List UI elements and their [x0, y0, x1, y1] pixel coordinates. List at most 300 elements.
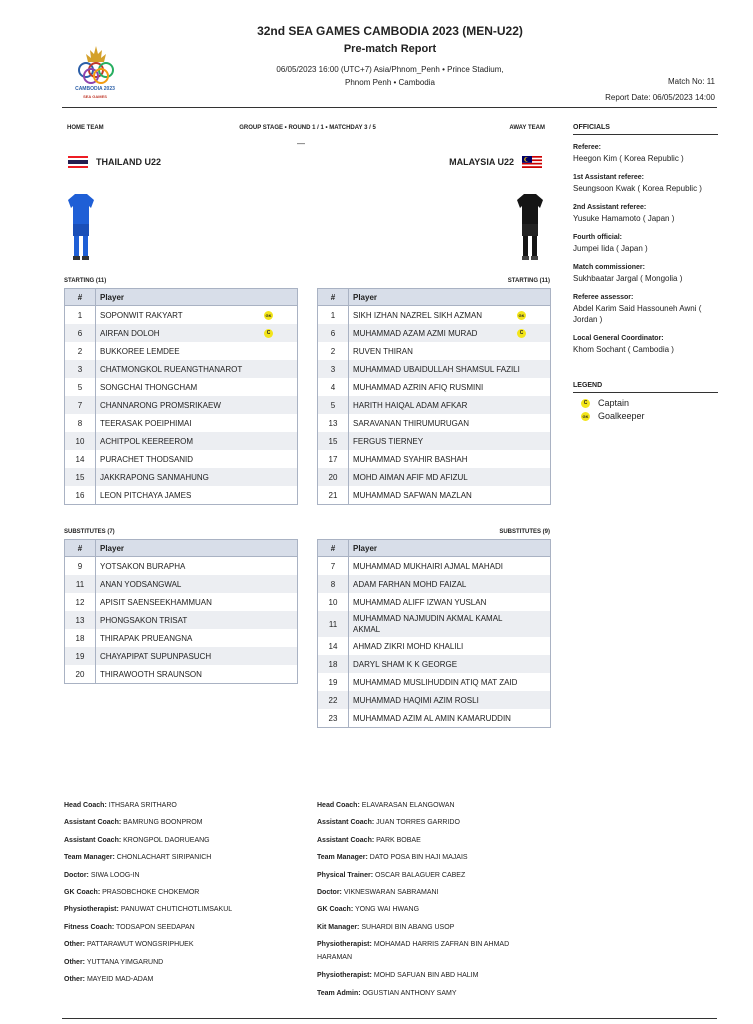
player-cell-content: [353, 310, 546, 321]
official-item: [573, 172, 718, 194]
officials-divider: [573, 134, 718, 135]
player-number: 8: [65, 414, 96, 432]
player-cell-content: [100, 633, 293, 644]
table-row: [318, 486, 551, 505]
table-row: [318, 432, 551, 450]
column-header-number: #: [65, 540, 96, 557]
home-staff-list: [64, 797, 304, 988]
player-cell-content: [353, 364, 546, 375]
official-item: [573, 142, 718, 164]
staff-name: OSCAR BALAGUER CABEZ: [374, 871, 466, 879]
player-cell-content: [353, 659, 546, 670]
table-row: [318, 709, 551, 728]
header-divider: [62, 107, 717, 108]
staff-item: [64, 797, 304, 814]
column-header-number: #: [65, 289, 96, 306]
player-number: 20: [65, 665, 96, 684]
player-number: 16: [65, 486, 96, 505]
player-cell-content: [353, 613, 546, 635]
staff-item: [317, 832, 557, 849]
player-cell-content: [100, 364, 293, 375]
staff-role: Head Coach:: [317, 802, 360, 809]
captain-badge-icon: C: [517, 329, 526, 338]
player-cell: [349, 691, 551, 709]
player-number: 6: [318, 324, 349, 342]
staff-role: Head Coach:: [64, 802, 107, 809]
player-cell: [96, 306, 298, 325]
player-name: MUHAMMAD UBAIDULLAH SHAMSUL FAZILI: [353, 364, 520, 374]
staff-item: [317, 867, 557, 884]
player-name: DARYL SHAM K K GEORGE: [353, 659, 458, 669]
player-number: 13: [65, 611, 96, 629]
player-name: MUHAMMAD MUKHAIRI AJMAL MAHADI: [353, 561, 503, 571]
table-row: [65, 593, 298, 611]
staff-role: GK Coach:: [64, 889, 101, 897]
player-cell-content: [100, 472, 293, 483]
staff-item: [317, 901, 557, 918]
player-cell-content: [100, 418, 293, 429]
staff-role: Assistant Coach:: [317, 819, 375, 827]
table-row: [318, 637, 551, 655]
official-role: Match commissioner:: [573, 264, 645, 271]
table-row: [318, 557, 551, 576]
player-number: 20: [318, 468, 349, 486]
goalkeeper-badge-icon: GK: [518, 312, 525, 318]
staff-item: [317, 985, 557, 1002]
table-row: [65, 396, 298, 414]
official-name: Seungsoon Kwak ( Korea Republic ): [573, 184, 702, 193]
legend-captain-label: Captain: [598, 398, 630, 408]
logo-text: [66, 86, 124, 100]
table-row: [318, 360, 551, 378]
player-name: HARITH HAIQAL ADAM AFKAR: [353, 400, 468, 410]
player-number: 13: [318, 414, 349, 432]
table-row: [318, 673, 551, 691]
away-kit-icon: [515, 192, 545, 267]
officials-panel: [573, 124, 718, 363]
player-cell: [349, 414, 551, 432]
player-name: MUHAMMAD AZIM AL AMIN KAMARUDDIN: [353, 713, 511, 723]
staff-name: ELAVARASAN ELANGOWAN: [361, 802, 455, 809]
table-row: [65, 486, 298, 505]
player-name: MOHD AIMAN AFIF MD AFIZUL: [353, 472, 468, 482]
player-cell-content: [100, 346, 293, 357]
player-number: 11: [65, 575, 96, 593]
staff-name: MAYEID MAD-ADAM: [86, 976, 154, 984]
footer-divider: [62, 1018, 717, 1019]
player-name: CHANNARONG PROMSRIKAEW: [100, 400, 221, 410]
player-cell: [96, 665, 298, 684]
staff-name: DATO POSA BIN HAJI MAJAIS: [369, 854, 468, 862]
table-row: [65, 647, 298, 665]
table-header-row: [65, 289, 298, 306]
player-number: 7: [318, 557, 349, 576]
staff-name: PARK BOBAE: [376, 836, 421, 844]
staff-item: [317, 884, 557, 901]
player-cell: [349, 432, 551, 450]
player-cell: [96, 450, 298, 468]
table-row: [65, 324, 298, 342]
official-role: Referee assessor:: [573, 294, 634, 301]
player-cell: [96, 396, 298, 414]
staff-role: Team Manager:: [317, 854, 368, 862]
table-row: [318, 396, 551, 414]
official-item: [573, 202, 718, 224]
home-team-name: THAILAND U22: [96, 157, 162, 167]
staff-item: [317, 967, 557, 984]
player-cell: [96, 324, 298, 342]
player-number: 14: [318, 637, 349, 655]
official-item: [573, 333, 718, 355]
player-number: 22: [318, 691, 349, 709]
staff-name: SIWA LOOG-IN: [90, 871, 140, 879]
player-cell-content: [353, 472, 546, 483]
player-cell-content: [353, 695, 546, 706]
player-cell: [96, 360, 298, 378]
staff-role: Physiotherapist:: [317, 941, 372, 949]
home-starting-label: STARTING (11): [64, 278, 107, 284]
player-name: FERGUS TIERNEY: [353, 436, 424, 446]
official-name: Khom Sochant ( Cambodia ): [573, 345, 674, 354]
staff-item: [317, 814, 557, 831]
official-role: Fourth official:: [573, 234, 622, 241]
player-number: 6: [65, 324, 96, 342]
player-number: 3: [318, 360, 349, 378]
table-row: [65, 360, 298, 378]
staff-name: BAMRUNG BOONPROM: [123, 819, 203, 827]
player-cell: [349, 342, 551, 360]
player-number: 11: [318, 611, 349, 637]
staff-role: Team Admin:: [317, 989, 361, 997]
official-role: 1st Assistant referee:: [573, 174, 644, 181]
player-name: BUKKOREE LEMDEE: [100, 346, 180, 356]
player-cell-content: [100, 382, 293, 393]
player-name: SOPONWIT RAKYART: [100, 310, 183, 320]
player-number: 18: [65, 629, 96, 647]
table-row: [318, 655, 551, 673]
player-name: MUHAMMAD SYAHIR BASHAH: [353, 454, 468, 464]
player-number: 9: [65, 557, 96, 576]
officials-list: [573, 142, 718, 355]
player-cell-content: [353, 400, 546, 411]
player-number: 23: [318, 709, 349, 728]
official-item: [573, 232, 718, 254]
player-number: 2: [65, 342, 96, 360]
player-cell: [349, 557, 551, 576]
player-number: 18: [318, 655, 349, 673]
goalkeeper-badge-icon: GK: [265, 312, 272, 318]
staff-item: [317, 849, 557, 866]
player-cell-content: [353, 454, 546, 465]
table-row: [65, 611, 298, 629]
player-name: MUHAMMAD AZAM AZMI MURAD: [353, 328, 478, 338]
table-row: [65, 468, 298, 486]
legend-goalkeeper-label: Goalkeeper: [598, 411, 645, 421]
player-cell: [349, 575, 551, 593]
player-name: LEON PITCHAYA JAMES: [100, 490, 192, 500]
home-subs-table: [64, 539, 298, 684]
match-number: Match No: 11: [668, 77, 715, 86]
staff-role: Team Manager:: [64, 854, 115, 862]
staff-name: PATTARAWUT WONGSRIPHUEK: [86, 941, 194, 949]
official-name: Heegon Kim ( Korea Republic ): [573, 154, 684, 163]
player-cell: [96, 611, 298, 629]
player-number: 15: [65, 468, 96, 486]
away-team-name: MALAYSIA U22: [449, 157, 514, 167]
column-header-number: #: [318, 289, 349, 306]
player-cell: [349, 673, 551, 691]
column-header-number: #: [318, 540, 349, 557]
player-cell: [96, 593, 298, 611]
staff-name: MOHAMAD HARRIS ZAFRAN BIN AHMAD HARAMAN: [317, 941, 510, 962]
column-header-player: Player: [96, 540, 298, 557]
staff-name: JUAN TORRES GARRIDO: [376, 819, 460, 827]
player-cell: [349, 324, 551, 342]
player-cell-content: [100, 436, 293, 447]
player-name: PHONGSAKON TRISAT: [100, 615, 188, 625]
player-name: AHMAD ZIKRI MOHD KHALILI: [353, 641, 464, 651]
player-cell-content: [353, 382, 546, 393]
logo-title: CAMBODIA 2023: [75, 86, 115, 92]
stage-info: GROUP STAGE • ROUND 1 / 1 • MATCHDAY 3 / 5: [239, 125, 376, 131]
report-date: Report Date: 06/05/2023 14:00: [605, 93, 715, 102]
venue-line-1: 06/05/2023 16:00 (UTC+7) Asia/Phnom_Penh • Prince Stadium,: [276, 65, 504, 74]
staff-name: MOHD SAFUAN BIN ABD HALIM: [373, 972, 479, 980]
player-cell: [96, 342, 298, 360]
staff-item: [64, 867, 304, 884]
staff-item: [64, 936, 304, 953]
staff-role: Other:: [64, 976, 85, 984]
table-row: [65, 378, 298, 396]
column-header-player: Player: [349, 540, 551, 557]
player-cell-content: [100, 615, 293, 626]
player-number: 21: [318, 486, 349, 505]
table-row: [65, 575, 298, 593]
away-starting-label: STARTING (11): [507, 278, 550, 284]
player-number: 8: [318, 575, 349, 593]
staff-name: YONG WAI HWANG: [355, 906, 420, 914]
player-cell-content: [100, 597, 293, 608]
player-number: 5: [65, 378, 96, 396]
captain-badge-icon: C: [264, 329, 273, 338]
player-name: MUHAMMAD MUSLIHUDDIN ATIQ MAT ZAID: [353, 677, 518, 687]
player-cell: [96, 557, 298, 576]
player-cell-content: [353, 436, 546, 447]
official-name: Jumpei Iida ( Japan ): [573, 244, 648, 253]
player-number: 14: [65, 450, 96, 468]
player-name: JAKKRAPONG SANMAHUNG: [100, 472, 209, 482]
player-cell: [349, 450, 551, 468]
malaysia-flag-icon: [522, 155, 542, 173]
player-cell: [349, 593, 551, 611]
staff-name: KRONGPOL DAORUEANG: [123, 836, 210, 844]
player-cell-content: [100, 561, 293, 572]
table-row: [65, 414, 298, 432]
staff-role: Other:: [64, 958, 85, 966]
official-role: 2nd Assistant referee:: [573, 204, 647, 211]
player-cell: [96, 647, 298, 665]
player-cell-content: [353, 597, 546, 608]
player-cell-content: [100, 454, 293, 465]
staff-name: PRASOBCHOKE CHOKEMOR: [102, 889, 200, 897]
player-name: CHATMONGKOL RUEANGTHANAROT: [100, 364, 243, 374]
player-cell-content: [100, 669, 293, 680]
player-name: SARAVANAN THIRUMURUGAN: [353, 418, 470, 428]
staff-role: Assistant Coach:: [317, 836, 375, 844]
report-subtitle: Pre-match Report: [343, 43, 437, 55]
player-number: 12: [65, 593, 96, 611]
staff-role: Physiotherapist:: [317, 972, 372, 980]
player-cell: [96, 468, 298, 486]
staff-role: Physiotherapist:: [64, 906, 119, 914]
player-cell: [96, 432, 298, 450]
column-header-player: Player: [349, 289, 551, 306]
player-cell-content: [100, 310, 293, 321]
legend-goalkeeper: [573, 410, 718, 422]
staff-role: Fitness Coach:: [64, 923, 115, 931]
staff-item: [64, 919, 304, 936]
player-number: 7: [65, 396, 96, 414]
player-number: 1: [65, 306, 96, 325]
table-row: [65, 629, 298, 647]
player-number: 3: [65, 360, 96, 378]
staff-role: Doctor:: [64, 871, 89, 879]
player-number: 19: [65, 647, 96, 665]
home-kit-icon: [66, 192, 96, 267]
player-name: TEERASAK POEIPHIMAI: [100, 418, 192, 428]
staff-name: CHONLACHART SIRIPANICH: [116, 854, 212, 862]
player-number: 19: [318, 673, 349, 691]
staff-name: SUHARDI BIN ABANG USOP: [361, 923, 455, 931]
player-name: MUHAMMAD NAJMUDIN AKMAL KAMAL AKMAL: [353, 614, 503, 634]
legend-panel: [573, 382, 718, 423]
table-row: [65, 306, 298, 325]
player-cell-content: [353, 579, 546, 590]
table-header-row: [318, 289, 551, 306]
table-row: [318, 414, 551, 432]
officials-heading: OFFICIALS: [573, 124, 610, 131]
home-starting-table: [64, 288, 298, 505]
staff-item: [64, 832, 304, 849]
player-name: APISIT SAENSEEKHAMMUAN: [100, 597, 212, 607]
legend-heading: LEGEND: [573, 382, 603, 389]
table-row: [318, 575, 551, 593]
table-row: [65, 557, 298, 576]
table-row: [65, 665, 298, 684]
staff-name: TODSAPON SEEDAPAN: [116, 923, 195, 931]
player-number: 5: [318, 396, 349, 414]
logo-subtitle: SEA GAMES: [83, 94, 107, 99]
legend-captain: [573, 397, 718, 409]
staff-role: Kit Manager:: [317, 923, 360, 931]
player-cell-content: [100, 490, 293, 501]
player-cell: [349, 637, 551, 655]
report-title: 32nd SEA GAMES CAMBODIA 2023 (MEN-U22): [257, 24, 523, 38]
player-cell: [96, 575, 298, 593]
staff-role: Assistant Coach:: [64, 836, 122, 844]
table-row: [65, 432, 298, 450]
player-cell-content: [100, 400, 293, 411]
player-name: MUHAMMAD SAFWAN MAZLAN: [353, 490, 472, 500]
player-name: ANAN YODSANGWAL: [100, 579, 182, 589]
player-name: MUHAMMAD AZRIN AFIQ RUSMINI: [353, 382, 484, 392]
staff-role: Other:: [64, 941, 85, 949]
player-name: PURACHET THODSANID: [100, 454, 194, 464]
goalkeeper-badge-icon: GK: [582, 413, 589, 419]
score-placeholder: —: [297, 139, 305, 148]
away-subs-label: SUBSTITUTES (9): [499, 529, 550, 535]
player-cell: [349, 655, 551, 673]
staff-item: [64, 884, 304, 901]
player-cell-content: [100, 579, 293, 590]
player-cell: [349, 396, 551, 414]
player-cell: [96, 378, 298, 396]
venue-info: [250, 63, 530, 89]
away-team-label: AWAY TEAM: [509, 125, 545, 131]
staff-role: Physical Trainer:: [317, 871, 374, 879]
column-header-player: Player: [96, 289, 298, 306]
player-name: SONGCHAI THONGCHAM: [100, 382, 198, 392]
player-name: CHAYAPIPAT SUPUNPASUCH: [100, 651, 212, 661]
staff-item: [64, 814, 304, 831]
player-cell: [96, 629, 298, 647]
table-row: [318, 593, 551, 611]
table-row: [318, 691, 551, 709]
player-cell: [349, 306, 551, 325]
player-number: 10: [318, 593, 349, 611]
player-number: 17: [318, 450, 349, 468]
player-cell-content: [353, 328, 546, 339]
away-starting-table: [317, 288, 551, 505]
player-cell-content: [353, 346, 546, 357]
table-row: [318, 306, 551, 325]
player-cell: [96, 414, 298, 432]
official-role: Referee:: [573, 144, 602, 151]
player-cell: [349, 468, 551, 486]
player-cell-content: [353, 641, 546, 652]
official-name: Abdel Karim Said Hassouneh Awni ( Jordan ): [573, 304, 702, 324]
player-cell-content: [353, 677, 546, 688]
player-number: 1: [318, 306, 349, 325]
official-name: Sukhbaatar Jargal ( Mongolia ): [573, 274, 683, 283]
player-cell-content: [353, 490, 546, 501]
official-name: Yusuke Hamamoto ( Japan ): [573, 214, 675, 223]
player-name: THIRAWOOTH SRAUNSON: [100, 669, 202, 679]
player-cell: [349, 360, 551, 378]
table-row: [65, 450, 298, 468]
staff-role: GK Coach:: [317, 906, 354, 914]
home-subs-label: SUBSTITUTES (7): [64, 529, 115, 535]
player-number: 2: [318, 342, 349, 360]
player-name: MUHAMMAD ALIFF IZWAN YUSLAN: [353, 597, 487, 607]
away-subs-table: [317, 539, 551, 728]
table-row: [318, 450, 551, 468]
legend-divider: [573, 392, 718, 393]
player-cell-content: [353, 418, 546, 429]
player-cell: [349, 709, 551, 728]
table-row: [318, 324, 551, 342]
venue-line-2: Phnom Penh • Cambodia: [345, 78, 435, 87]
player-name: YOTSAKON BURAPHA: [100, 561, 186, 571]
staff-name: VIKNESWARAN SABRAMANI: [343, 889, 439, 897]
staff-role: Assistant Coach:: [64, 819, 122, 827]
official-item: [573, 262, 718, 284]
player-number: 4: [318, 378, 349, 396]
staff-item: [64, 954, 304, 971]
table-header-row: [318, 540, 551, 557]
staff-item: [317, 938, 537, 964]
player-cell-content: [100, 651, 293, 662]
